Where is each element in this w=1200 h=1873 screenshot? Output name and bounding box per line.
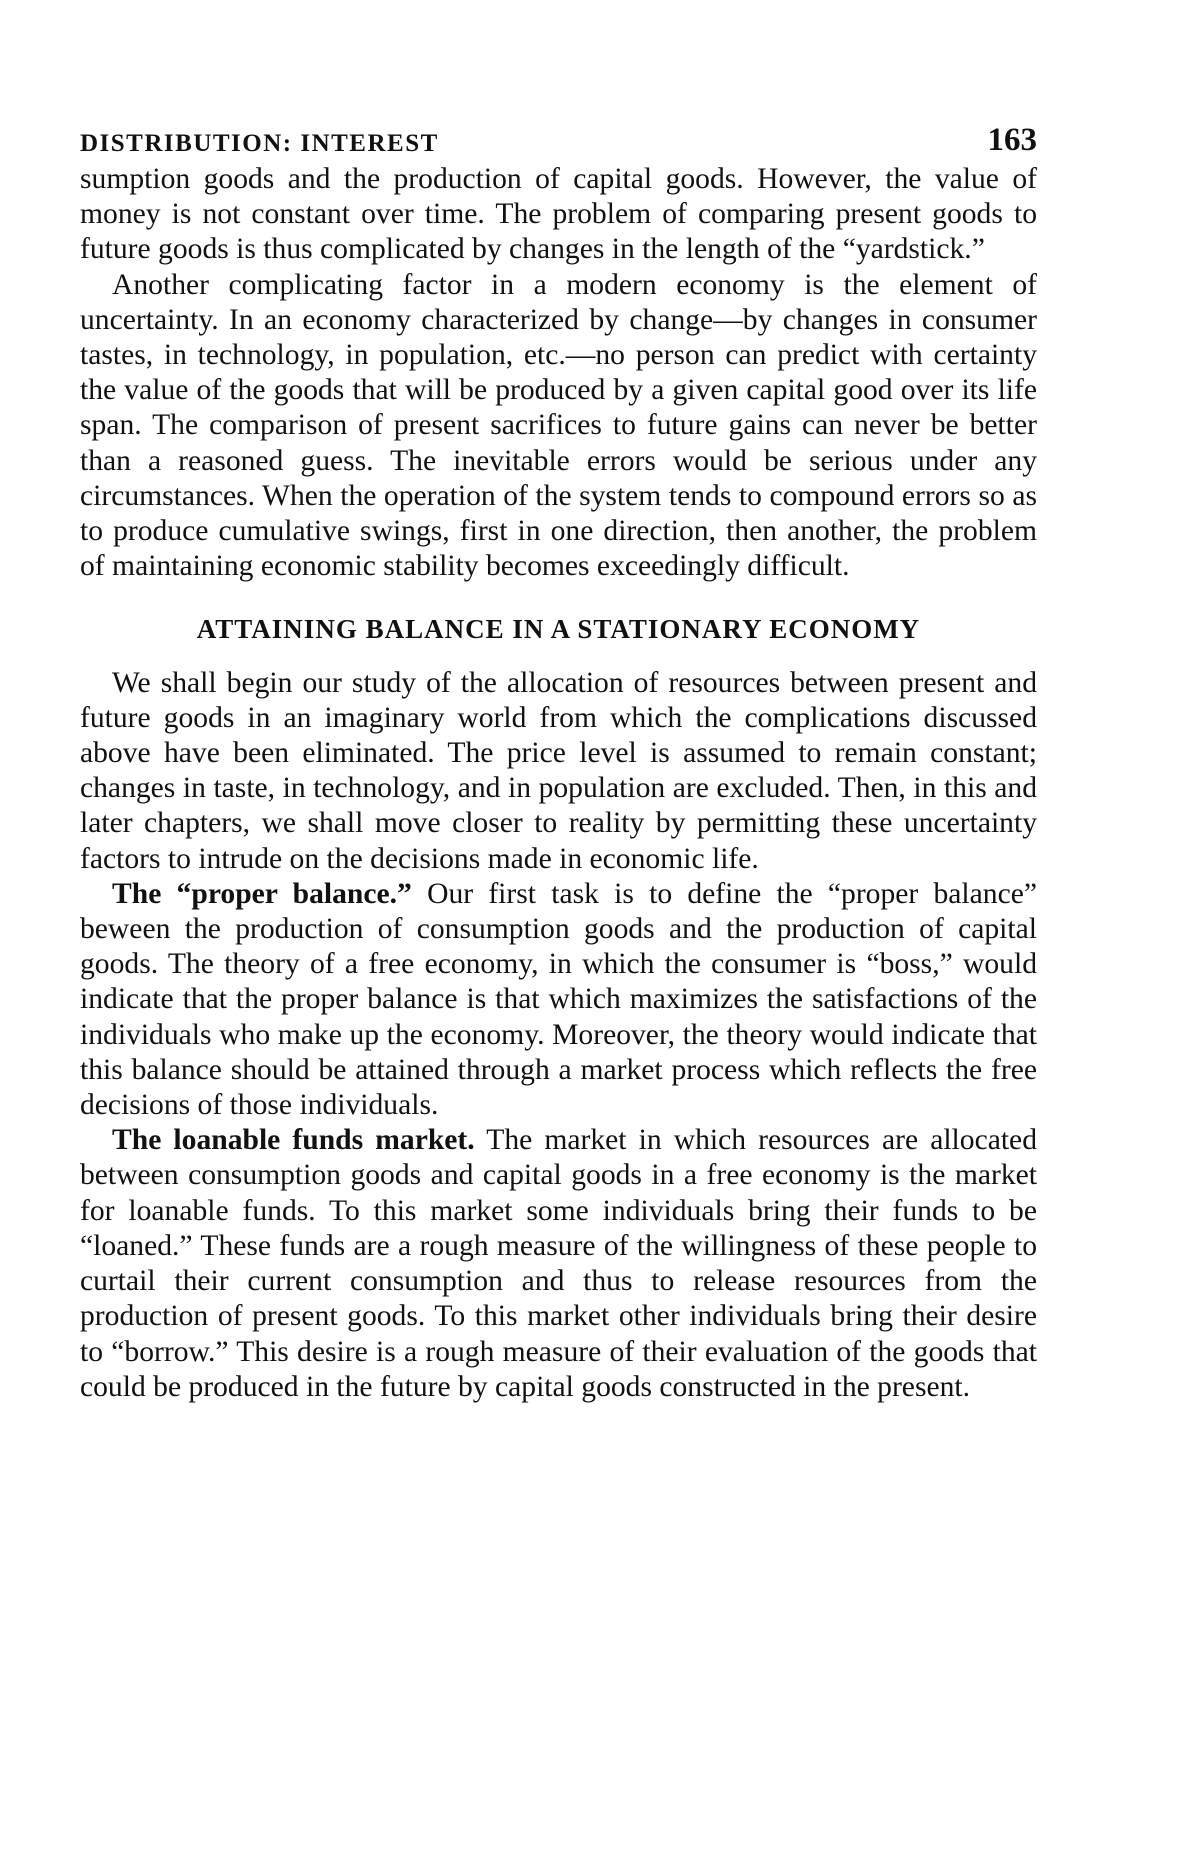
running-title: DISTRIBUTION: INTEREST: [80, 130, 439, 157]
paragraph-loanable-funds: [80, 1123, 1037, 1405]
run-in-heading-proper-balance: The “proper balance.”: [112, 877, 412, 910]
paragraph-uncertainty: Another complicating factor in a modern economy is the element of uncertainty. In an economy characterized by change—by changes in consumer tastes, in technology, in population, etc.—no person can predict with certainty the value of the goods that will be produced by a given capital good over its life span. The comparison of present sacrifices to future gains can never be better than a reasoned guess. The inevitable errors would be serious under any circumstances. When the operation of the system tends to compound errors so as to produce cumulative swings, first in one direction, then another, the problem of maintaining economic stability becomes exceedingly difficult.: [80, 268, 1037, 583]
paragraph-loanable-funds-text: The market in which resources are allocated between consumption goods and capital goods in a free economy is the market for loanable funds. To this market some individuals bring their funds to be “loaned.” These funds are a rough measure of the willingness of these people to curtail their current consumption and thus to release resources from the production of present goods. To this market other individuals bring their desire to “borrow.” This desire is a rough measure of their evaluation of the goods that could be produced in the future by capital goods constructed in the present.: [80, 1124, 1037, 1403]
paragraph-proper-balance-text: Our first task is to define the “proper balance” beween the production of consumption goods and the production of capital goods. The theory of a free economy, in which the consumer is “boss,” would indicate that the proper balance is that which maximizes the satisfactions of the individuals who make up the economy. Moreover, the theory would indicate that this balance should be attained through a market process which reflects the free decisions of those individuals.: [80, 877, 1037, 1122]
running-head: [80, 122, 1037, 162]
section-heading: ATTAINING BALANCE IN A STATIONARY ECONOMY: [196, 614, 921, 645]
paragraph-proper-balance: [80, 877, 1037, 1123]
body-text: [80, 162, 1037, 1405]
page-number: 163: [987, 122, 1037, 158]
paragraph-continuation: sumption goods and the production of capital goods. However, the value of money is not constant over time. The problem of comparing present goods to future goods is thus complicated by changes in the length of the “yardstick.”: [80, 163, 1037, 266]
book-page: [80, 122, 1037, 1405]
paragraph-imaginary-world: We shall begin our study of the allocation of resources between present and future goods in an imaginary world from which the complications discussed above have been eliminated. The price level is assumed to remain constant; changes in taste, in technology, and in population are excluded. Then, in this and later chapters, we shall move closer to reality by permitting these uncertainty factors to intrude on the decisions made in economic life.: [80, 666, 1037, 875]
run-in-heading-loanable-funds: The loanable funds market.: [112, 1124, 475, 1157]
